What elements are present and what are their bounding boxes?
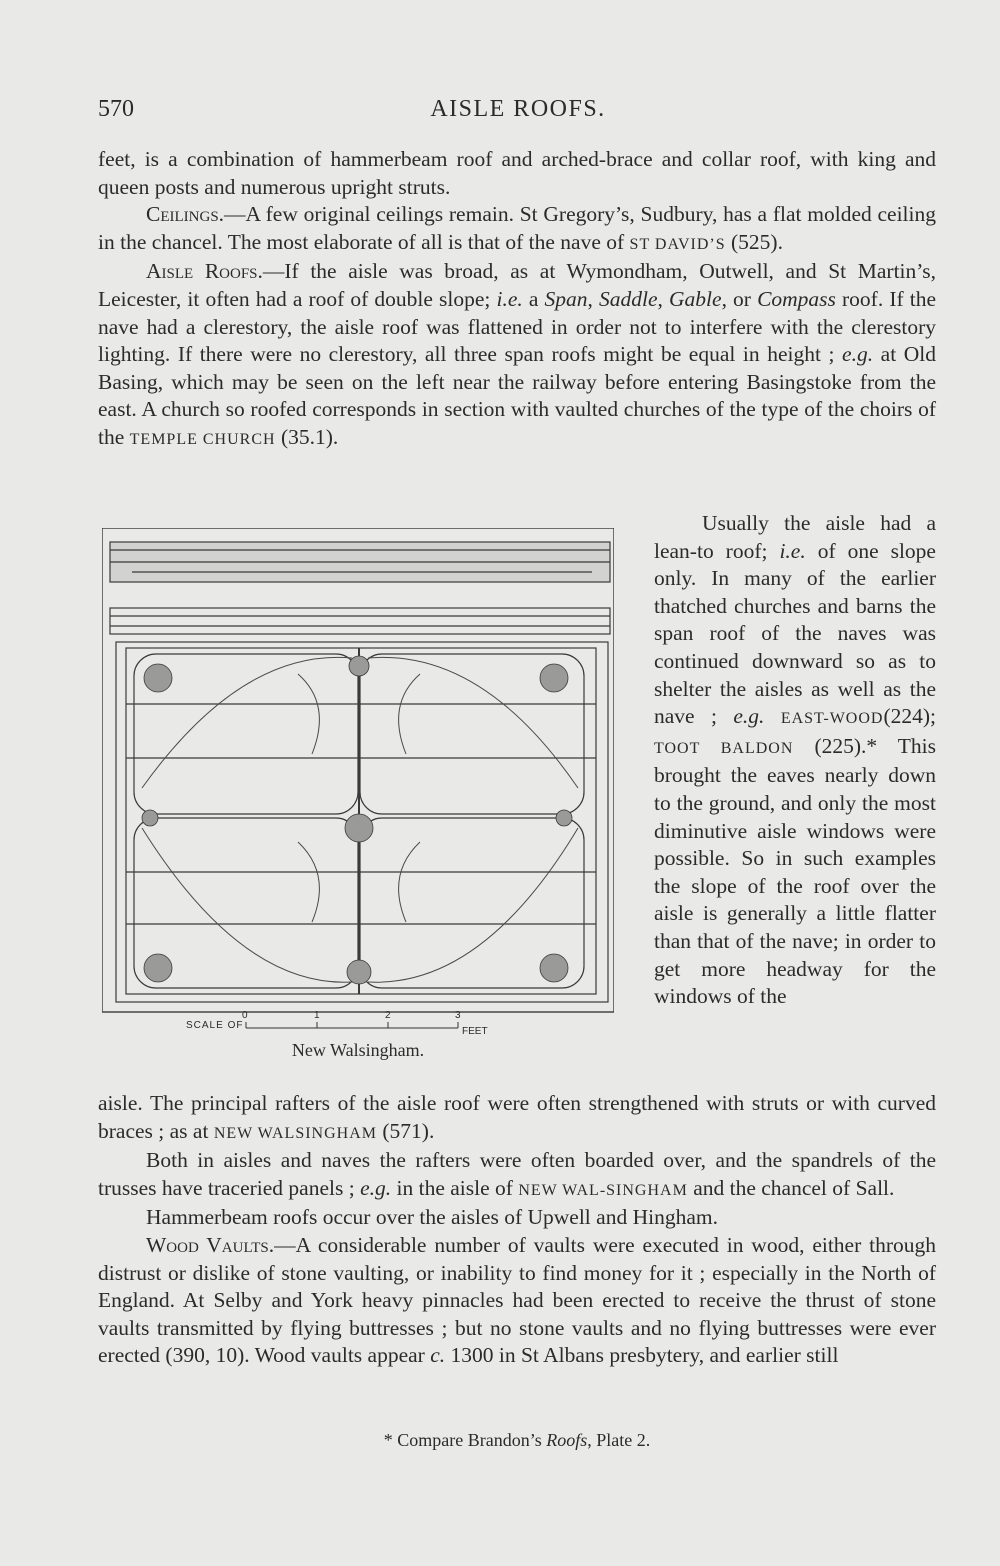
cross-reference: NEW WALSINGHAM xyxy=(213,1124,377,1142)
paragraph-wood-vaults: Wood Vaults.—A considerable number of vaults were executed in wood, either through distrust or dislike of stone vaulting, or inability to find money for it ; especially in the North of England. At Selby and York heavy pinnacles had been erected to receive the thrust of stone vaults transmitted by flying buttresses ; but no stone vaults and no flying buttresses were ever erected (390, 10). Wood vaults appear c. 1300 in St Albans presbytery, and earlier still xyxy=(98,1232,936,1368)
scale-bar xyxy=(186,1012,516,1042)
section-heading-wood-vaults: Wood Vaults. xyxy=(146,1232,275,1257)
page-number: 570 xyxy=(98,96,134,122)
text-bottom xyxy=(98,1090,936,1370)
paragraph-ceilings: Ceilings.—A few original ceilings remain. St Gregory’s, Sudbury, has a flat molded ceiling in the chancel. The most elaborate of all is that of the nave of ST DAVID’S (525). xyxy=(98,202,936,254)
text-top xyxy=(98,146,936,454)
scale-tick-2: 2 xyxy=(385,1010,391,1021)
roof-engraving xyxy=(102,528,614,1014)
paragraph-aisle-roofs: Aisle Roofs.—If the aisle was broad, as at Wymondham, Outwell, and St Martin’s, Leicester, it often had a roof of double slope; i.e. a Span, Saddle, Gable, or Compass roof. If the nave had a clerestory, the aisle roof was flattened in order not to interfere with the clerestory lighting. If there were no clerestory, all three span roofs might be equal in height ; e.g. at Old Basing, which may be seen on the left near the railway before entering Basingstoke from the east. A church so roofed corresponds in section with vaulted churches of the type of the choirs of the TEMPLE CHURCH (35.1). xyxy=(98,259,937,449)
paragraph-hammerbeam: Hammerbeam roofs occur over the aisles of Upwell and Hingham. xyxy=(146,1205,718,1230)
scale-tick-1: 1 xyxy=(314,1010,320,1021)
scale-tick-3: 3 xyxy=(455,1010,461,1021)
cross-reference: ST DAVID’S xyxy=(629,235,726,253)
scale-tick-0: 0 xyxy=(242,1010,248,1021)
scale-unit: FEET xyxy=(462,1026,488,1037)
scale-label: SCALE OF xyxy=(186,1020,244,1031)
paragraph-lean-to: Usually the aisle had a lean-to roof; i.e. of one slope only. In many of the earlier thatched churches and barns the span roof of the naves was continued downward so as to shelter the aisles as well as the nave ; e.g. EAST-WOOD(224); TOOT BALDON (225).* This brought the eaves nearly down to the ground, and only the most diminutive aisle windows were possible. So in such examples the slope of the roof over the aisle is generally a little flatter than that of the nave; in order to get more headway for the windows of the xyxy=(654,511,937,1009)
cross-reference: TEMPLE CHURCH xyxy=(129,430,276,448)
page-header xyxy=(98,96,938,130)
paragraph-aisle-continued: aisle. The principal rafters of the aisle roof were often strengthened with struts or with curved braces ; as at NEW WALSINGHAM (571). xyxy=(98,1091,936,1143)
section-heading-aisle-roofs: Aisle Roofs. xyxy=(146,259,263,284)
footnote: * Compare Brandon’s Roofs, Plate 2. xyxy=(383,1430,651,1450)
paragraph-continuation: feet, is a combination of hammerbeam roof and arched-brace and collar roof, with king and queen posts and numerous upright struts. xyxy=(98,147,936,199)
figure-caption: New Walsingham. xyxy=(291,1040,425,1060)
running-head: AISLE ROOFS. xyxy=(430,96,606,122)
cross-reference: EAST-WOOD xyxy=(780,710,884,728)
roof-illustration xyxy=(102,528,614,1028)
cross-reference: TOOT BALDON xyxy=(654,739,794,757)
cross-reference: NEW WAL-SINGHAM xyxy=(518,1181,688,1199)
side-column xyxy=(654,510,936,1011)
paragraph-boarded: Both in aisles and naves the rafters were often boarded over, and the spandrels of the trusses have traceried panels ; e.g. in the aisle of NEW WAL-SINGHAM and the chancel of Sall. xyxy=(98,1148,936,1200)
section-heading-ceilings: Ceilings. xyxy=(146,202,225,227)
